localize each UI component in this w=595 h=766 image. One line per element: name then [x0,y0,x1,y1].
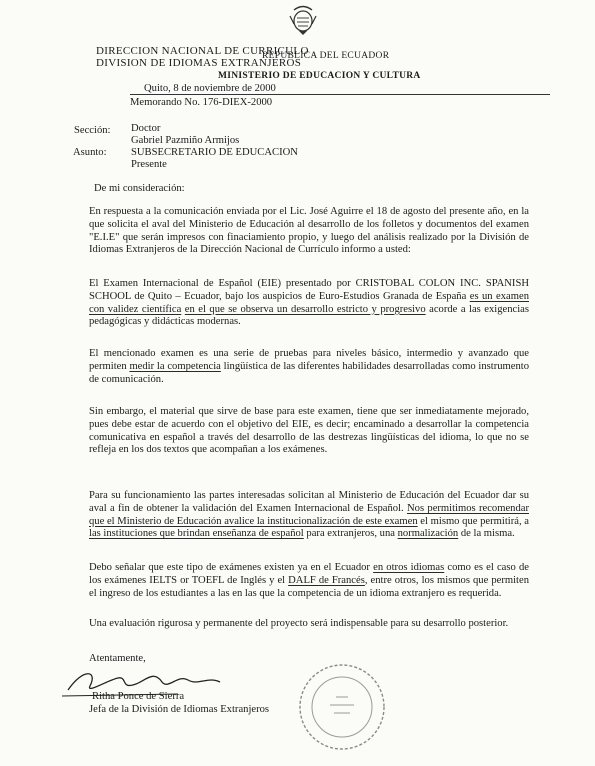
p3-text-b: lingüística de las diferentes habilidades desarrolladas como instrumento de comunicación. [89,360,529,385]
subject-label: Asunto: [73,147,107,158]
greeting: De mi consideración: [94,183,185,194]
p5-underline-3: normalización [397,528,459,540]
p5-text-d: de la misma. [458,528,515,540]
signer-title: Jefa de la División de Idiomas Extranjeros [89,704,270,715]
p6-text-b: como es el caso de los exámenes IELTS or TOEFL de Inglés y el [89,562,529,586]
p2-text-c: acorde a las exigencias pedagógicas y didácticas modernas. [89,303,530,328]
p3-text-a: El mencionado examen es una serie de pruebas para niveles básico, intermedio y avanzado que permiten [89,348,529,372]
recipient-title: Doctor [131,123,161,134]
recipient-position: SUBSECRETARIO DE EDUCACION [131,147,298,158]
p5-underline-2: las instituciones que brindan enseñanza de español [89,528,304,540]
letterhead-direction: DIRECCION NACIONAL DE CURRICULO [96,45,309,57]
header-rule [130,94,550,95]
closing-salutation: Atentamente, [89,653,146,664]
letterhead-republic: REPUBLICA DEL ECUADOR [262,51,390,61]
section-label: Sección: [74,125,111,136]
official-seal-stamp-icon [290,655,390,755]
p5-text-a: Para su funcionamiento las partes interesadas solicitan al Ministerio de Educación del Ecuador dar su aval a fin de obtener la validación del Examen Internacional de Español. [89,490,529,514]
p5-underline-1: Nos permitimos recomendar que el Ministerio de Educación avalice la institucionalización de este examen [89,502,529,527]
paragraph-1-text: En respuesta a la comunicación enviada por el Lic. José Aguirre el 18 de agosto del presente año, en la que solicita el aval del Ministerio de Educación al desarrollo de los folletos y documentos del examen "E.I.E" que serán impresos con finaciamiento propio, y luego del análisis realizado por la División de Idiomas Extranjeros de la Dirección Nacional de Currículo informo a usted: [89,206,529,256]
paragraph-3 [89,348,529,386]
p2-text-a: El Examen Internacional de Español (EIE) presentado por CRISTOBAL COLON INC. SPANISH SCHOOL de Quito – Ecuador, bajo los auspicios de Euro-Estudios Granada de España [89,278,529,302]
letterhead-division: DIVISION DE IDIOMAS EXTRANJEROS [96,57,302,69]
paragraph-4 [89,406,529,457]
paragraph-4-text: Sin embargo, el material que sirve de base para este examen, tiene que ser inmediatamente mejorado, pues debe estar de acuerdo con el objetivo del EIE, es decir; encaminado a desarrollar la competencia comunicativa en español a través del desarrollo de las destrezas lingüísticas del idioma, lo que no se refleja en los dos textos que acompañan a los exámenes. [89,406,529,456]
p6-text-a: Debo señalar que este tipo de exámenes existen ya en el Ecuador [89,562,374,573]
p6-underline-2: DALF de Francés [288,574,365,586]
paragraph-6 [89,562,529,600]
paragraph-7-text: Una evaluación rigurosa y permanente del proyecto será indispensable para su desarrollo posterior. [89,618,509,629]
memo-date: Quito, 8 de noviembre de 2000 [144,83,276,94]
recipient-name: Gabriel Pazmiño Armijos [131,135,240,146]
p3-underline-1: medir la competencia [129,360,221,372]
paragraph-2 [89,278,529,329]
paragraph-7 [89,618,529,631]
p6-text-c: , entre otros, los mismos que permiten el ingreso de los estudiantes a las en las que la competencia de un idioma extranjero es requerida. [89,574,529,599]
paragraph-1 [89,206,529,257]
p6-underline-1: en otros idiomas [373,562,445,573]
p5-text-c: para extranjeros, una [303,528,398,540]
paragraph-5 [89,490,529,541]
coat-of-arms-icon [286,4,320,36]
memo-number: Memorando No. 176-DIEX-2000 [130,97,273,108]
p5-text-b: el mismo que permitirá, a [417,515,529,527]
p2-underline-1: es un examen con validez científica [89,290,529,315]
p2-underline-2: en el que se observa un desarrollo estricto y progresivo [184,303,426,315]
signer-name: Ritha Ponce de Sierra [92,691,185,702]
recipient-presente: Presente [131,159,167,170]
letterhead-ministry: MINISTERIO DE EDUCACION Y CULTURA [218,71,421,81]
